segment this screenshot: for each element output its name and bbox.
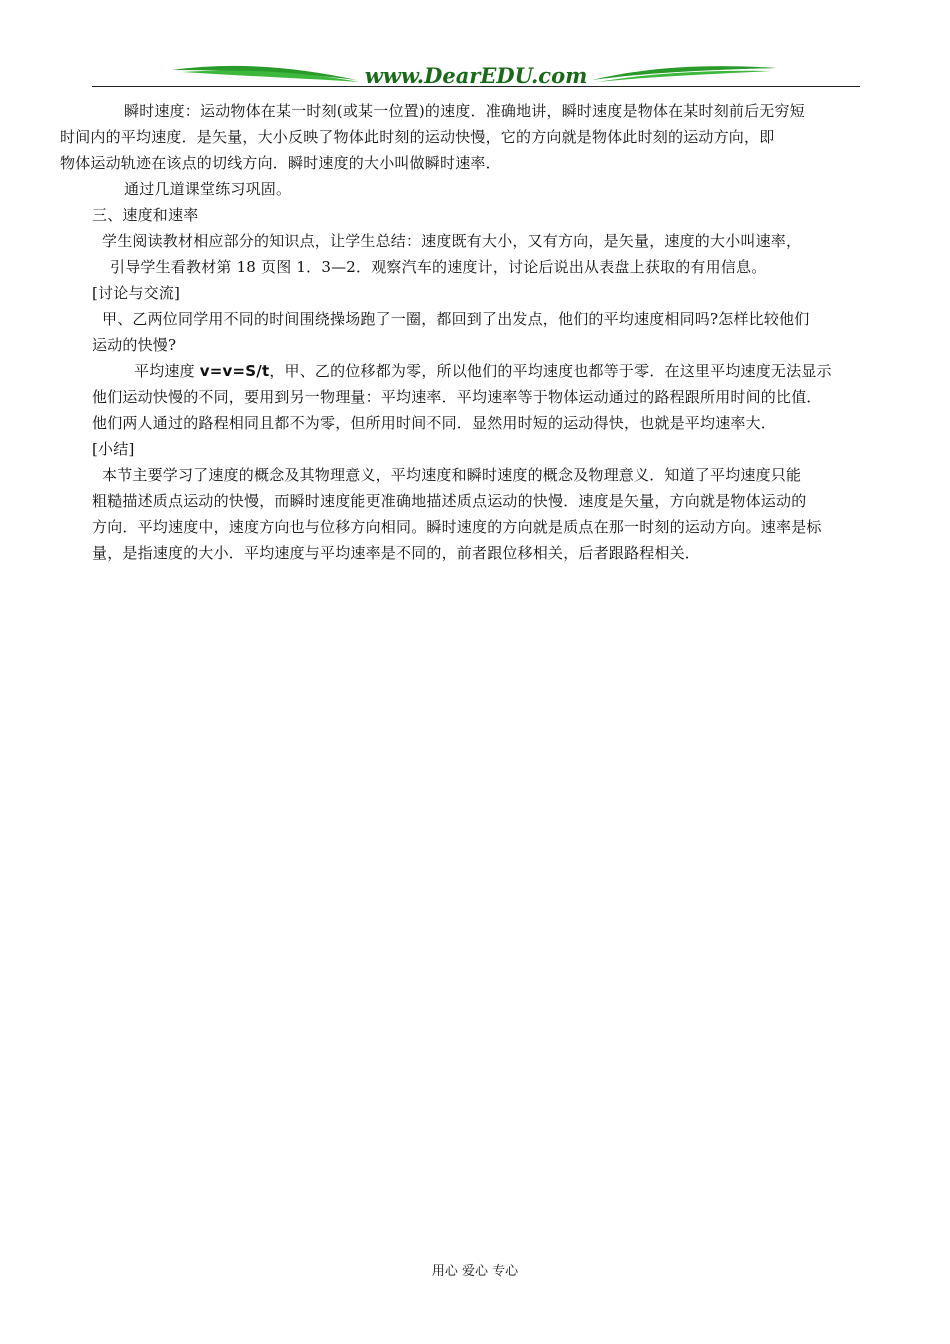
paragraph-instantaneous-velocity [60,98,862,176]
text-line: 学生阅读教材相应部分的知识点，让学生总结：速度既有大小，又有方向，是矢量，速度的大小叫速率， [102,232,802,250]
paragraph-discussion-question [92,306,862,358]
text-fragment: ，甲、乙的位移都为零，所以他们的平均速度也都等于零．在这里平均速度无法显示 [269,362,832,380]
text-line: 粗糙描述质点运动的快慢，而瞬时速度能更准确地描述质点运动的快慢．速度是矢量，方向就是物体运动的 [92,492,807,510]
text-line: 时间内的平均速度．是矢量，大小反映了物体此时刻的运动快慢，它的方向就是物体此时刻的运动方向，即 [60,128,775,146]
logo-text: www.DearEDU.com [364,63,588,88]
section-title-speed-and-rate: 三、速度和速率 [92,206,199,224]
text-line [92,358,862,384]
text-line: 瞬时速度：运动物体在某一时刻(或某一位置)的速度．准确地讲，瞬时速度是物体在某时刻前后无穷短 [124,102,805,120]
paragraph-average-speed [92,358,862,436]
text-line: 运动的快慢? [92,336,177,354]
document-body [60,98,862,566]
text-line: 引导学生看教材第 18 页图 1．3—2．观察汽车的速度计，讨论后说出从表盘上获取的有用信息。 [110,258,767,276]
text-line: 甲、乙两位同学用不同的时间围绕操场跑了一圈，都回到了出发点，他们的平均速度相同吗?怎样比较他们 [102,310,810,328]
summary-heading: [小结] [92,440,135,458]
paragraph-practice: 通过几道课堂练习巩固。 [124,180,292,198]
text-line: 他们两人通过的路程相同且都不为零，但所用时间不同．显然用时短的运动得快，也就是平均速率大． [92,414,777,432]
text-line: 本节主要学习了速度的概念及其物理意义，平均速度和瞬时速度的概念及物理意义．知道了平均速度只能 [102,466,802,484]
page-footer: 用心 爱心 专心 [431,1264,519,1279]
formula-average-velocity: v=v=S/t [199,362,270,380]
header-rule [92,86,860,87]
text-line: 方向．平均速度中，速度方向也与位移方向相同。瞬时速度的方向就是质点在那一时刻的运动方向。速率是标 [92,518,822,536]
discussion-heading: [讨论与交流] [92,284,181,302]
text-line: 他们运动快慢的不同，要用到另一物理量：平均速率．平均速率等于物体运动通过的路程跟所用时间的比值． [92,388,822,406]
text-line: 量，是指速度的大小．平均速度与平均速率是不同的，前者跟位移相关，后者跟路程相关． [92,544,701,562]
formula-prefix: 平均速度 [134,362,200,380]
text-line: 物体运动轨迹在该点的切线方向．瞬时速度的大小叫做瞬时速率． [60,154,501,172]
paragraph-student-reading [92,228,862,280]
paragraph-summary [92,462,862,566]
right-swoosh-highlight [597,71,772,82]
